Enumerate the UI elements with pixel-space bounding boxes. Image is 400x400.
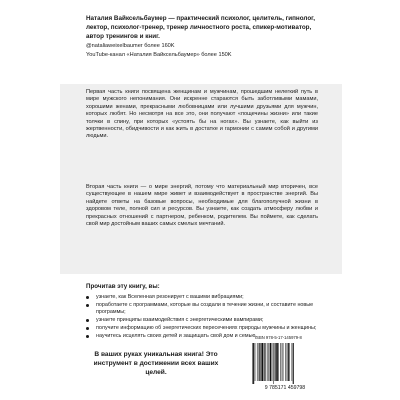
author-instagram: @nataliaweixelbaumer более 160K <box>86 42 175 49</box>
tagline: В ваших руках уникальная книга! Это инструмент в достижении всех ваших целей. <box>93 351 219 377</box>
isbn-label: ISBN 978-5-17-145979-8 <box>255 335 302 340</box>
list-item: узнаете, как Вселенная резонирует с вашими вибрациями; <box>86 294 318 301</box>
author-bio: Наталия Вайксельбаумер — практический психолог, целитель, гипнолог, лектор, психолог-тренер, тренер личностного роста, спикер-мотиватор, автор тренингов и книг. <box>86 15 315 41</box>
list-item: узнаете принципы взаимодействия с энергетическими вампирами; <box>86 317 318 324</box>
description-paragraph-1: Первая часть книги посвящена женщинам и мужчинам, прошедшим нелегкий путь в мире мужского непонимания. Они искренне стараются быть заботливыми мамами, хорошими женами, прекрасными любовницами или лучшими друзьями для мужчин, которых любят. Но несмотря на все это, они получают «пощечины жизни» или такие толчки в спину, при которых «устоять бы на ногах». Вы узнаете, как выйти из жертвенности, обидчивости и как жить в достатке и гармонии с самим собой и другими людьми. <box>86 89 318 140</box>
back-cover <box>60 4 342 396</box>
author-block <box>86 14 326 60</box>
barcode-digits: 9 785171 459798 <box>264 385 306 391</box>
list-item: получите информацию об энергетических пересечениях природы мужчины и женщины; <box>86 325 318 332</box>
barcode-block <box>248 335 322 391</box>
author-youtube: YouTube-канал «Наталия Вайксельбаумер» более 150K <box>86 51 232 58</box>
description-panel <box>60 84 342 274</box>
learn-title: Прочитав эту книгу, вы: <box>86 283 160 290</box>
description-paragraph-2: Вторая часть книги — о мире энергий, потому что материальный мир вторичен, все существующее в нашем мире живет и взаимодействует в пространстве энергий. Вы найдете ответы на базовые вопросы, необходимые для благополучной жизни в здоровом теле, полной сил и ресурсов. Вы узнаете, как создать атмосферу любви и прекрасных отношений с партнером, ребенком, родителем. Вы поймете, как сделать свой мир достойным ваших самых смелых мечтаний. <box>86 184 318 228</box>
list-item: научитесь исцелять своих детей и защищать свой дом и семью. <box>86 333 318 340</box>
list-item: поработаете с программами, которые вы создали в течение жизни, и составите новые программы; <box>86 302 318 315</box>
barcode-image <box>248 341 322 391</box>
